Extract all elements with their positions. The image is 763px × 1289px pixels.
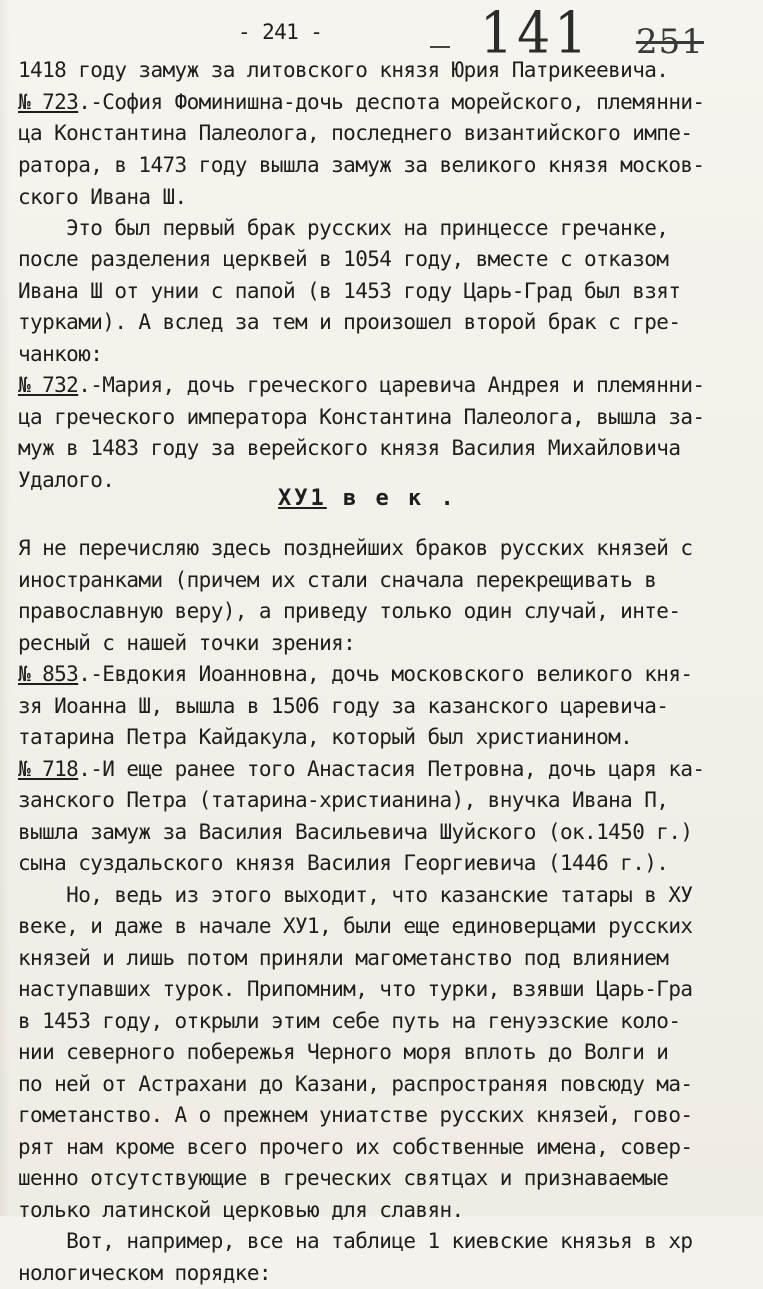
line-text: Вот, например, все на таблице 1 киевские князья в хр bbox=[18, 1229, 693, 1253]
text-line bbox=[18, 595, 680, 627]
handwritten-page-number: 141 bbox=[480, 1, 592, 67]
line-text: шенно отсутствующие в греческих святцах и признаваемые bbox=[18, 1166, 669, 1190]
section-heading bbox=[278, 486, 457, 511]
text-line bbox=[18, 275, 680, 307]
section-heading-numeral: ХУ1 bbox=[278, 486, 327, 511]
text-line bbox=[18, 816, 692, 848]
text-line bbox=[18, 1036, 668, 1068]
line-text: .-София Фоминишна-дочь деспота морейского, племянни- bbox=[78, 90, 705, 114]
text-line bbox=[18, 432, 680, 464]
text-line bbox=[18, 338, 102, 370]
line-text: .-И еще ранее того Анастасия Петровна, дочь царя ка- bbox=[78, 757, 705, 781]
text-line bbox=[18, 753, 704, 785]
line-text: ресный с нашей точки зрения: bbox=[18, 631, 356, 655]
text-line bbox=[18, 54, 668, 86]
text-line bbox=[18, 942, 668, 974]
handwritten-dash bbox=[430, 46, 450, 48]
text-line bbox=[18, 1068, 692, 1100]
line-text: .-Мария, дочь греческого царевича Андрея и племянни- bbox=[78, 373, 705, 397]
text-line bbox=[18, 784, 668, 816]
line-text: ского Ивана Ш. bbox=[18, 185, 187, 209]
line-text: .-Евдокия Иоанновна, дочь московского великого кня- bbox=[78, 662, 693, 686]
reference-number: № 718 bbox=[18, 757, 79, 781]
line-text: татарина Петра Кайдакула, который был христианином. bbox=[18, 725, 633, 749]
reference-number: № 732 bbox=[18, 373, 79, 397]
text-line bbox=[18, 243, 668, 275]
line-text: чанкою: bbox=[18, 342, 103, 366]
line-text: муж в 1483 году за верейского князя Василия Михайловича bbox=[18, 436, 681, 460]
text-line bbox=[18, 910, 692, 942]
text-line bbox=[18, 117, 692, 149]
line-text: после разделения церквей в 1054 году, вместе с отказом bbox=[18, 247, 669, 271]
reference-number: № 853 bbox=[18, 662, 79, 686]
text-line bbox=[18, 879, 692, 911]
line-text: только латинской церковью для славян. bbox=[18, 1198, 464, 1222]
text-line bbox=[18, 1005, 680, 1037]
line-text: Ивана Ш от унии с папой (в 1453 году Царь-Град был взят bbox=[18, 279, 681, 303]
text-line bbox=[18, 847, 668, 879]
text-line bbox=[18, 627, 355, 659]
text-line bbox=[18, 149, 704, 181]
line-text: рят нам кроме всего прочего их собственные имена, совер- bbox=[18, 1135, 693, 1159]
text-line bbox=[18, 973, 692, 1005]
text-line bbox=[18, 658, 692, 690]
line-text: занского Петра (татарина-христианина), внучка Ивана П, bbox=[18, 788, 669, 812]
line-text: сына суздальского князя Василия Георгиевича (1446 г.). bbox=[18, 851, 669, 875]
text-line bbox=[18, 690, 668, 722]
line-text: нологическом порядке: bbox=[18, 1261, 271, 1285]
line-text: по ней от Астрахани до Казани, распространяя повсюду ма- bbox=[18, 1072, 693, 1096]
line-text: ца греческого императора Константина Палеолога, вышла за- bbox=[18, 405, 705, 429]
line-text: Это был первый брак русских на принцессе гречанке, bbox=[18, 216, 669, 240]
text-line bbox=[18, 1225, 692, 1257]
handwritten-crossed-number: 251 bbox=[636, 22, 704, 62]
line-text: иностранками (причем их стали сначала перекрещивать в bbox=[18, 568, 657, 592]
text-line bbox=[18, 401, 704, 433]
text-line bbox=[18, 86, 704, 118]
text-line bbox=[18, 532, 692, 564]
line-text: зя Иоанна Ш, вышла в 1506 году за казанского царевича- bbox=[18, 694, 669, 718]
line-text: Удалого. bbox=[18, 468, 115, 492]
line-text: гометанство. А о прежнем униатстве русских князей, гово- bbox=[18, 1103, 693, 1127]
text-line bbox=[18, 1099, 692, 1131]
line-text: в 1453 году, открыли этим себе путь на генуэзские коло- bbox=[18, 1009, 681, 1033]
section-heading-word: в е к . bbox=[326, 486, 457, 511]
line-text: ратора, в 1473 году вышла замуж за великого князя москов- bbox=[18, 153, 705, 177]
line-text: наступавших турок. Припомним, что турки, взявши Царь-Гра bbox=[18, 977, 693, 1001]
text-line bbox=[18, 721, 632, 753]
page-number: - 241 - bbox=[238, 20, 323, 44]
text-line bbox=[18, 1257, 271, 1289]
line-text: православную веру), а приведу только один случай, инте- bbox=[18, 599, 681, 623]
line-text: турками). А вслед за тем и произошел второй брак с гре- bbox=[18, 310, 681, 334]
line-text: веке, и даже в начале ХУ1, были еще единоверцами русских bbox=[18, 914, 693, 938]
text-line bbox=[18, 181, 187, 213]
text-line bbox=[18, 464, 114, 496]
line-text: Но, ведь из этого выходит, что казанские татары в ХУ bbox=[18, 883, 693, 907]
reference-number: № 723 bbox=[18, 90, 79, 114]
line-text: нии северного побережья Черного моря вплоть до Волги и bbox=[18, 1040, 669, 1064]
line-text: Я не перечисляю здесь позднейших браков русских князей с bbox=[18, 536, 693, 560]
line-text: князей и лишь потом приняли магометанство под влиянием bbox=[18, 946, 669, 970]
text-line bbox=[18, 1131, 692, 1163]
text-line bbox=[18, 369, 704, 401]
text-line bbox=[18, 1162, 668, 1194]
text-line bbox=[18, 306, 680, 338]
text-line bbox=[18, 564, 656, 596]
line-text: 1418 году замуж за литовского князя Юрия Патрикеевича. bbox=[18, 58, 669, 82]
text-line bbox=[18, 212, 668, 244]
line-text: ца Константина Палеолога, последнего византийского импе- bbox=[18, 121, 693, 145]
text-line bbox=[18, 1194, 464, 1226]
line-text: вышла замуж за Василия Васильевича Шуйского (ок.1450 г.) bbox=[18, 820, 693, 844]
